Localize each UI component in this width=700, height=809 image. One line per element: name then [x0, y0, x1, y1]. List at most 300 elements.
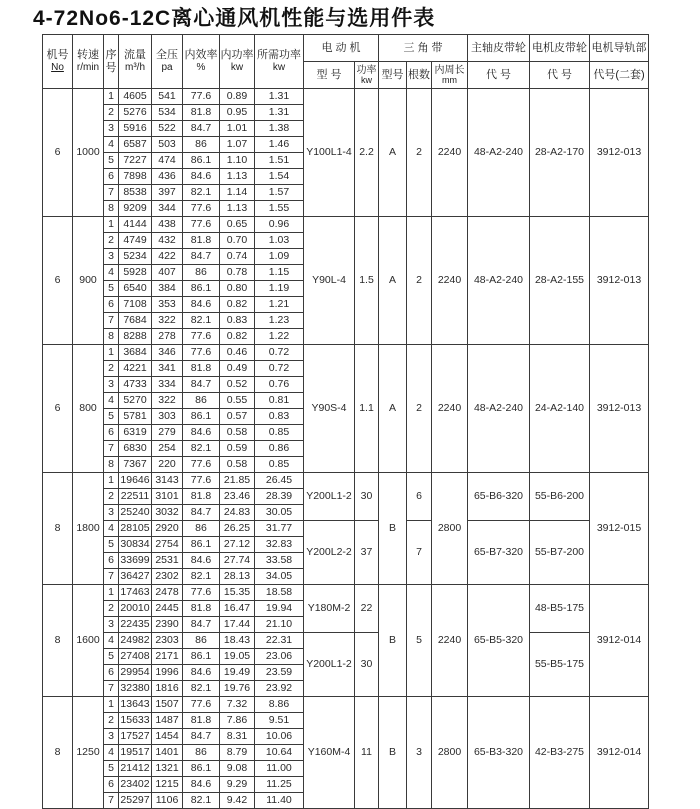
cell-flow: 17527 — [119, 729, 152, 745]
table-row — [43, 89, 649, 105]
cell-belt-model: B — [379, 473, 407, 585]
cell-pressure: 1816 — [152, 681, 183, 697]
cell-power-internal: 16.47 — [220, 601, 255, 617]
cell-power-required: 33.58 — [255, 553, 304, 569]
cell-power-internal: 15.35 — [220, 585, 255, 601]
cell-machine-no: 8 — [43, 697, 73, 809]
cell-rail-code: 3912-015 — [590, 473, 649, 585]
cell-pressure: 3143 — [152, 473, 183, 489]
header-belt-length: 内周长 mm — [432, 62, 468, 89]
cell-speed: 1000 — [73, 89, 104, 217]
cell-power-required: 9.51 — [255, 713, 304, 729]
table-row — [43, 697, 649, 713]
cell-pressure: 2754 — [152, 537, 183, 553]
cell-motor-power: 30 — [355, 473, 379, 521]
fan-performance-table — [42, 34, 649, 809]
cell-power-required: 18.58 — [255, 585, 304, 601]
header-motor-model: 型 号 — [304, 62, 355, 89]
cell-speed: 800 — [73, 345, 104, 473]
cell-power-required: 1.31 — [255, 89, 304, 105]
cell-efficiency: 86 — [183, 265, 220, 281]
cell-belt-length: 2800 — [432, 473, 468, 585]
cell-flow: 5916 — [119, 121, 152, 137]
cell-efficiency: 84.7 — [183, 729, 220, 745]
cell-pressure: 346 — [152, 345, 183, 361]
cell-seq: 5 — [104, 409, 119, 425]
cell-motor-pulley-code: 55-B7-200 — [530, 521, 590, 585]
cell-efficiency: 77.6 — [183, 585, 220, 601]
cell-machine-no: 8 — [43, 585, 73, 697]
cell-speed: 1800 — [73, 473, 104, 585]
cell-efficiency: 84.7 — [183, 377, 220, 393]
cell-power-required: 23.59 — [255, 665, 304, 681]
cell-power-required: 23.92 — [255, 681, 304, 697]
cell-efficiency: 77.6 — [183, 89, 220, 105]
cell-seq: 3 — [104, 505, 119, 521]
cell-machine-no: 6 — [43, 345, 73, 473]
cell-seq: 4 — [104, 393, 119, 409]
cell-pressure: 1215 — [152, 777, 183, 793]
cell-belt-length: 2240 — [432, 89, 468, 217]
cell-efficiency: 82.1 — [183, 569, 220, 585]
cell-power-internal: 23.46 — [220, 489, 255, 505]
cell-seq: 1 — [104, 217, 119, 233]
cell-seq: 3 — [104, 121, 119, 137]
cell-seq: 6 — [104, 665, 119, 681]
cell-seq: 4 — [104, 137, 119, 153]
cell-power-internal: 19.49 — [220, 665, 255, 681]
cell-pressure: 1106 — [152, 793, 183, 809]
cell-flow: 22511 — [119, 489, 152, 505]
header-belt-group: 三 角 带 — [379, 35, 468, 62]
cell-power-required: 8.86 — [255, 697, 304, 713]
cell-power-required: 0.96 — [255, 217, 304, 233]
cell-power-internal: 0.89 — [220, 89, 255, 105]
cell-pressure: 2390 — [152, 617, 183, 633]
cell-motor-model: Y180M-2 — [304, 585, 355, 633]
cell-pressure: 2303 — [152, 633, 183, 649]
cell-power-required: 1.21 — [255, 297, 304, 313]
cell-motor-pulley-code: 24-A2-140 — [530, 345, 590, 473]
cell-pressure: 2920 — [152, 521, 183, 537]
cell-motor-power: 1.5 — [355, 217, 379, 345]
cell-efficiency: 77.6 — [183, 473, 220, 489]
cell-pressure: 3032 — [152, 505, 183, 521]
cell-flow: 19646 — [119, 473, 152, 489]
cell-belt-count: 2 — [407, 89, 432, 217]
cell-power-internal: 17.44 — [220, 617, 255, 633]
cell-rail-code: 3912-013 — [590, 89, 649, 217]
header-machine-no: 机号 No — [43, 35, 73, 89]
cell-flow: 20010 — [119, 601, 152, 617]
cell-power-required: 11.40 — [255, 793, 304, 809]
header-speed: 转速 r/min — [73, 35, 104, 89]
cell-pressure: 322 — [152, 393, 183, 409]
cell-flow: 5928 — [119, 265, 152, 281]
cell-motor-model: Y200L1-2 — [304, 633, 355, 697]
cell-power-required: 1.22 — [255, 329, 304, 345]
cell-power-required: 10.64 — [255, 745, 304, 761]
cell-power-internal: 0.83 — [220, 313, 255, 329]
cell-efficiency: 86.1 — [183, 537, 220, 553]
cell-power-internal: 28.13 — [220, 569, 255, 585]
cell-pressure: 279 — [152, 425, 183, 441]
cell-seq: 3 — [104, 729, 119, 745]
cell-power-internal: 9.42 — [220, 793, 255, 809]
cell-belt-model: A — [379, 345, 407, 473]
page-title: 4-72No6-12C离心通风机性能与选用件表 — [33, 7, 436, 30]
table-header — [43, 35, 649, 89]
cell-seq: 4 — [104, 265, 119, 281]
cell-seq: 7 — [104, 569, 119, 585]
cell-seq: 6 — [104, 553, 119, 569]
cell-power-internal: 21.85 — [220, 473, 255, 489]
cell-pressure: 503 — [152, 137, 183, 153]
cell-power-required: 0.81 — [255, 393, 304, 409]
cell-motor-power: 2.2 — [355, 89, 379, 217]
table-body — [43, 89, 649, 809]
cell-efficiency: 81.8 — [183, 105, 220, 121]
cell-flow: 6540 — [119, 281, 152, 297]
cell-seq: 2 — [104, 713, 119, 729]
cell-power-internal: 0.82 — [220, 329, 255, 345]
cell-motor-model: Y100L1-4 — [304, 89, 355, 217]
cell-power-internal: 0.59 — [220, 441, 255, 457]
cell-main-pulley-code: 65-B7-320 — [468, 521, 530, 585]
cell-power-required: 0.83 — [255, 409, 304, 425]
cell-flow: 15633 — [119, 713, 152, 729]
cell-efficiency: 82.1 — [183, 441, 220, 457]
cell-power-required: 23.06 — [255, 649, 304, 665]
cell-power-internal: 1.01 — [220, 121, 255, 137]
cell-flow: 4144 — [119, 217, 152, 233]
cell-efficiency: 86.1 — [183, 649, 220, 665]
cell-seq: 3 — [104, 617, 119, 633]
cell-pressure: 344 — [152, 201, 183, 217]
cell-flow: 17463 — [119, 585, 152, 601]
cell-power-required: 19.94 — [255, 601, 304, 617]
cell-flow: 25297 — [119, 793, 152, 809]
cell-seq: 5 — [104, 649, 119, 665]
cell-pressure: 1321 — [152, 761, 183, 777]
cell-belt-model: A — [379, 89, 407, 217]
cell-power-required: 32.83 — [255, 537, 304, 553]
cell-efficiency: 86 — [183, 633, 220, 649]
cell-efficiency: 84.7 — [183, 121, 220, 137]
cell-efficiency: 77.6 — [183, 697, 220, 713]
cell-power-internal: 1.13 — [220, 201, 255, 217]
cell-power-required: 1.51 — [255, 153, 304, 169]
cell-efficiency: 84.7 — [183, 249, 220, 265]
cell-seq: 2 — [104, 361, 119, 377]
cell-seq: 4 — [104, 633, 119, 649]
cell-power-internal: 9.29 — [220, 777, 255, 793]
cell-power-internal: 19.05 — [220, 649, 255, 665]
cell-efficiency: 84.6 — [183, 169, 220, 185]
cell-flow: 21412 — [119, 761, 152, 777]
cell-power-required: 11.25 — [255, 777, 304, 793]
cell-power-internal: 18.43 — [220, 633, 255, 649]
cell-flow: 24982 — [119, 633, 152, 649]
cell-efficiency: 84.7 — [183, 617, 220, 633]
cell-motor-power: 22 — [355, 585, 379, 633]
header-motor-group: 电 动 机 — [304, 35, 379, 62]
cell-power-required: 1.03 — [255, 233, 304, 249]
cell-seq: 7 — [104, 185, 119, 201]
cell-efficiency: 84.6 — [183, 553, 220, 569]
cell-pressure: 220 — [152, 457, 183, 473]
cell-seq: 1 — [104, 697, 119, 713]
table-row — [43, 633, 649, 649]
cell-power-required: 1.23 — [255, 313, 304, 329]
cell-seq: 2 — [104, 489, 119, 505]
cell-motor-power: 30 — [355, 633, 379, 697]
cell-efficiency: 81.8 — [183, 361, 220, 377]
cell-power-internal: 26.25 — [220, 521, 255, 537]
cell-power-internal: 1.07 — [220, 137, 255, 153]
cell-power-internal: 27.12 — [220, 537, 255, 553]
cell-efficiency: 86 — [183, 137, 220, 153]
cell-power-required: 0.86 — [255, 441, 304, 457]
header-required-power: 所需功率 kw — [255, 35, 304, 89]
cell-flow: 4733 — [119, 377, 152, 393]
cell-flow: 32380 — [119, 681, 152, 697]
cell-pressure: 436 — [152, 169, 183, 185]
cell-pressure: 341 — [152, 361, 183, 377]
cell-power-required: 0.72 — [255, 361, 304, 377]
cell-belt-model: B — [379, 585, 407, 697]
cell-flow: 13643 — [119, 697, 152, 713]
cell-seq: 1 — [104, 89, 119, 105]
cell-power-required: 1.19 — [255, 281, 304, 297]
cell-belt-length: 2240 — [432, 217, 468, 345]
cell-main-pulley-code: 65-B5-320 — [468, 585, 530, 697]
cell-flow: 5234 — [119, 249, 152, 265]
header-pressure: 全压 pa — [152, 35, 183, 89]
cell-main-pulley-code: 65-B3-320 — [468, 697, 530, 809]
cell-flow: 7227 — [119, 153, 152, 169]
cell-pressure: 534 — [152, 105, 183, 121]
cell-power-internal: 0.80 — [220, 281, 255, 297]
cell-power-internal: 24.83 — [220, 505, 255, 521]
cell-pressure: 541 — [152, 89, 183, 105]
cell-power-internal: 0.82 — [220, 297, 255, 313]
cell-power-internal: 1.10 — [220, 153, 255, 169]
cell-flow: 6587 — [119, 137, 152, 153]
cell-seq: 5 — [104, 281, 119, 297]
cell-power-required: 31.77 — [255, 521, 304, 537]
cell-motor-model: Y160M-4 — [304, 697, 355, 809]
cell-power-required: 21.10 — [255, 617, 304, 633]
cell-motor-model: Y90L-4 — [304, 217, 355, 345]
cell-efficiency: 82.1 — [183, 185, 220, 201]
cell-motor-model: Y90S-4 — [304, 345, 355, 473]
cell-belt-count: 7 — [407, 521, 432, 585]
cell-seq: 3 — [104, 249, 119, 265]
cell-pressure: 474 — [152, 153, 183, 169]
cell-power-internal: 8.31 — [220, 729, 255, 745]
cell-belt-count: 2 — [407, 217, 432, 345]
cell-pressure: 1454 — [152, 729, 183, 745]
cell-motor-pulley-code: 28-A2-170 — [530, 89, 590, 217]
cell-power-internal: 27.74 — [220, 553, 255, 569]
cell-efficiency: 77.6 — [183, 457, 220, 473]
cell-seq: 7 — [104, 793, 119, 809]
cell-motor-pulley-code: 48-B5-175 — [530, 585, 590, 633]
cell-power-internal: 19.76 — [220, 681, 255, 697]
table-row — [43, 521, 649, 537]
cell-efficiency: 84.6 — [183, 665, 220, 681]
cell-seq: 6 — [104, 297, 119, 313]
cell-rail-code: 3912-013 — [590, 217, 649, 345]
cell-pressure: 254 — [152, 441, 183, 457]
cell-flow: 3684 — [119, 345, 152, 361]
cell-motor-model: Y200L1-2 — [304, 473, 355, 521]
cell-pressure: 438 — [152, 217, 183, 233]
cell-efficiency: 84.7 — [183, 505, 220, 521]
header-belt-count: 根数 — [407, 62, 432, 89]
cell-pressure: 1996 — [152, 665, 183, 681]
cell-seq: 2 — [104, 233, 119, 249]
cell-pressure: 1507 — [152, 697, 183, 713]
cell-pressure: 397 — [152, 185, 183, 201]
cell-belt-count: 2 — [407, 345, 432, 473]
table-row — [43, 345, 649, 361]
cell-machine-no: 6 — [43, 217, 73, 345]
cell-pressure: 2445 — [152, 601, 183, 617]
cell-pressure: 278 — [152, 329, 183, 345]
cell-efficiency: 81.8 — [183, 601, 220, 617]
cell-efficiency: 81.8 — [183, 233, 220, 249]
header-flow: 流量 m³/h — [119, 35, 152, 89]
cell-motor-power: 11 — [355, 697, 379, 809]
table-row — [43, 473, 649, 489]
cell-flow: 8538 — [119, 185, 152, 201]
cell-flow: 30834 — [119, 537, 152, 553]
cell-flow: 23402 — [119, 777, 152, 793]
cell-power-internal: 8.79 — [220, 745, 255, 761]
cell-seq: 2 — [104, 105, 119, 121]
cell-power-internal: 0.70 — [220, 233, 255, 249]
cell-seq: 6 — [104, 777, 119, 793]
cell-seq: 7 — [104, 313, 119, 329]
cell-efficiency: 82.1 — [183, 793, 220, 809]
cell-flow: 4605 — [119, 89, 152, 105]
cell-motor-pulley-code: 55-B5-175 — [530, 633, 590, 697]
cell-power-internal: 0.74 — [220, 249, 255, 265]
cell-power-internal: 7.86 — [220, 713, 255, 729]
cell-efficiency: 86.1 — [183, 281, 220, 297]
cell-power-internal: 0.57 — [220, 409, 255, 425]
cell-efficiency: 77.6 — [183, 345, 220, 361]
cell-power-internal: 0.58 — [220, 425, 255, 441]
cell-power-internal: 0.46 — [220, 345, 255, 361]
header-rail: 电机导轨部 — [590, 35, 649, 62]
cell-motor-model: Y200L2-2 — [304, 521, 355, 585]
header-motor-pulley-code: 代 号 — [530, 62, 590, 89]
cell-machine-no: 8 — [43, 473, 73, 585]
cell-pressure: 432 — [152, 233, 183, 249]
cell-flow: 9209 — [119, 201, 152, 217]
header-rail-code: 代号(二套) — [590, 62, 649, 89]
cell-power-required: 1.55 — [255, 201, 304, 217]
cell-seq: 1 — [104, 345, 119, 361]
cell-belt-count: 6 — [407, 473, 432, 521]
cell-seq: 2 — [104, 601, 119, 617]
cell-rail-code: 3912-013 — [590, 345, 649, 473]
cell-seq: 8 — [104, 457, 119, 473]
cell-power-required: 28.39 — [255, 489, 304, 505]
cell-speed: 1250 — [73, 697, 104, 809]
header-main-pulley: 主轴皮带轮 — [468, 35, 530, 62]
cell-flow: 29954 — [119, 665, 152, 681]
cell-power-required: 22.31 — [255, 633, 304, 649]
cell-efficiency: 82.1 — [183, 313, 220, 329]
cell-flow: 7898 — [119, 169, 152, 185]
cell-power-required: 1.57 — [255, 185, 304, 201]
cell-power-internal: 0.49 — [220, 361, 255, 377]
cell-speed: 1600 — [73, 585, 104, 697]
cell-pressure: 2302 — [152, 569, 183, 585]
cell-power-required: 1.46 — [255, 137, 304, 153]
cell-pressure: 353 — [152, 297, 183, 313]
cell-power-required: 0.85 — [255, 425, 304, 441]
header-main-pulley-code: 代 号 — [468, 62, 530, 89]
cell-flow: 8288 — [119, 329, 152, 345]
cell-efficiency: 86.1 — [183, 409, 220, 425]
cell-flow: 36427 — [119, 569, 152, 585]
cell-seq: 5 — [104, 153, 119, 169]
cell-efficiency: 77.6 — [183, 217, 220, 233]
cell-motor-power: 37 — [355, 521, 379, 585]
cell-motor-pulley-code: 28-A2-155 — [530, 217, 590, 345]
cell-flow: 25240 — [119, 505, 152, 521]
cell-power-required: 30.05 — [255, 505, 304, 521]
cell-efficiency: 84.6 — [183, 297, 220, 313]
table-row — [43, 585, 649, 601]
cell-efficiency: 86 — [183, 393, 220, 409]
cell-pressure: 522 — [152, 121, 183, 137]
cell-power-internal: 0.55 — [220, 393, 255, 409]
cell-belt-length: 2800 — [432, 697, 468, 809]
cell-seq: 4 — [104, 521, 119, 537]
cell-power-required: 0.85 — [255, 457, 304, 473]
cell-pressure: 3101 — [152, 489, 183, 505]
cell-belt-model: A — [379, 217, 407, 345]
cell-seq: 1 — [104, 585, 119, 601]
cell-power-internal: 1.13 — [220, 169, 255, 185]
cell-power-required: 1.09 — [255, 249, 304, 265]
cell-motor-pulley-code: 42-B3-275 — [530, 697, 590, 809]
cell-seq: 1 — [104, 473, 119, 489]
cell-pressure: 407 — [152, 265, 183, 281]
cell-power-required: 1.38 — [255, 121, 304, 137]
cell-seq: 5 — [104, 761, 119, 777]
cell-flow: 7108 — [119, 297, 152, 313]
cell-power-required: 1.54 — [255, 169, 304, 185]
cell-efficiency: 81.8 — [183, 489, 220, 505]
cell-power-required: 26.45 — [255, 473, 304, 489]
cell-efficiency: 84.6 — [183, 425, 220, 441]
cell-seq: 6 — [104, 169, 119, 185]
header-motor-pulley: 电机皮带轮 — [530, 35, 590, 62]
cell-seq: 3 — [104, 377, 119, 393]
cell-efficiency: 86 — [183, 521, 220, 537]
cell-flow: 7367 — [119, 457, 152, 473]
table-row — [43, 217, 649, 233]
cell-belt-length: 2240 — [432, 585, 468, 697]
cell-power-internal: 9.08 — [220, 761, 255, 777]
